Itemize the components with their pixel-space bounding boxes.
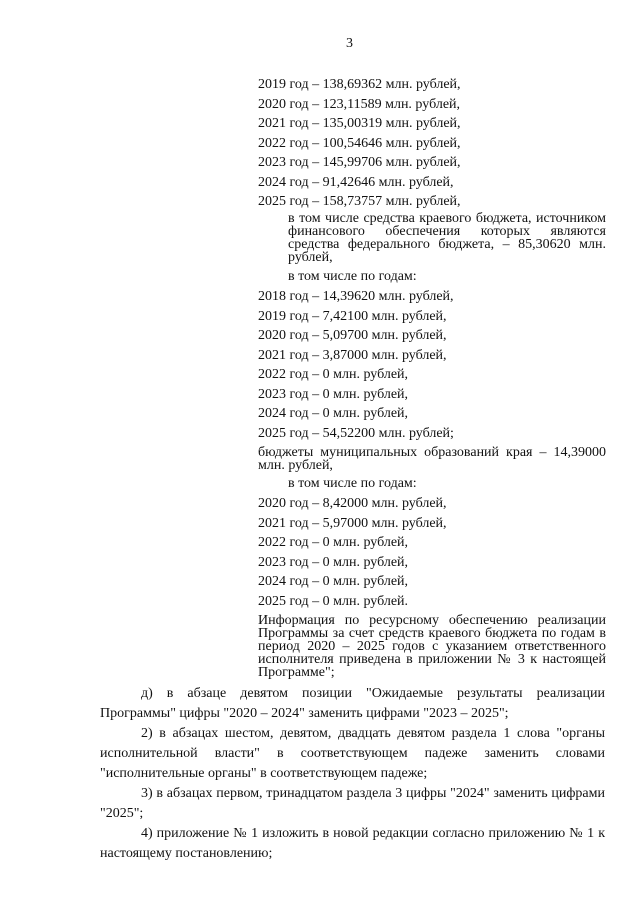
year-line: 2019 год – 138,69362 млн. рублей, (258, 77, 461, 92)
funding-list-regional (258, 287, 606, 443)
year-line: 2020 год – 123,11589 млн. рублей, (258, 96, 461, 112)
amendment-paragraph: 2) в абзацах шестом, девятом, двадцать девятом раздела 1 слова "органы исполнительной власти" в соответствующем падеже заменить словами "исполнительные органы" в соответствующем падеже; (100, 726, 605, 781)
year-line: 2023 год – 145,99706 млн. рублей, (258, 155, 461, 170)
year-line: 2025 год – 158,73757 млн. рублей, (258, 194, 461, 209)
amendment-paragraph: 4) приложение № 1 изложить в новой редакции согласно приложению № 1 к настоящему постановлению; (100, 826, 605, 861)
year-line: 2021 год – 5,97000 млн. рублей, (258, 515, 447, 531)
year-line: 2024 год – 0 млн. рублей, (258, 406, 409, 421)
year-line: 2022 год – 0 млн. рублей, (258, 535, 409, 550)
by-years-label: в том числе по годам: (288, 269, 417, 284)
year-line: 2025 год – 54,52200 млн. рублей; (258, 425, 454, 441)
amendment-paragraph: д) в абзаце девятом позиции "Ожидаемые результаты реализации Программы" цифры "2020 – 2024" заменить цифрами "2023 – 2025"; (100, 686, 605, 721)
year-line: 2024 год – 0 млн. рублей, (258, 574, 409, 589)
municipal-budget-note: бюджеты муниципальных образований края – 14,39000 млн. рублей, (258, 445, 606, 473)
year-line: 2019 год – 7,42100 млн. рублей, (258, 308, 447, 324)
federal-budget-note: в том числе средства краевого бюджета, источником финансового обеспечения которых являются средства федерального бюджета, – 85,30620 млн. рублей, (288, 211, 606, 265)
year-line: 2021 год – 135,00319 млн. рублей, (258, 116, 461, 131)
year-line: 2023 год – 0 млн. рублей, (258, 386, 409, 402)
funding-list-municipal (258, 494, 606, 611)
by-years-label: в том числе по годам: (288, 476, 417, 491)
funding-list-total (258, 75, 606, 212)
amendments-list (100, 684, 605, 864)
year-line: 2022 год – 0 млн. рублей, (258, 367, 409, 382)
year-line: 2020 год – 5,09700 млн. рублей, (258, 328, 447, 343)
amendment-paragraph: 3) в абзацах первом, тринадцатом раздела 3 цифры "2024" заменить цифрами "2025"; (100, 786, 605, 821)
year-line: 2022 год – 100,54646 млн. рублей, (258, 135, 461, 151)
page-number: 3 (346, 36, 353, 51)
year-line: 2024 год – 91,42646 млн. рублей, (258, 174, 454, 190)
year-line: 2018 год – 14,39620 млн. рублей, (258, 289, 454, 304)
resource-info-note: Информация по ресурсному обеспечению реализации Программы за счет средств краевого бюджета по годам в период 2020 – 2025 годов с указанием ответственного исполнителя приведена в приложении № 3 к настоящей Программе"; (258, 613, 606, 680)
year-line: 2020 год – 8,42000 млн. рублей, (258, 496, 447, 511)
year-line: 2025 год – 0 млн. рублей. (258, 593, 409, 609)
year-line: 2023 год – 0 млн. рублей, (258, 554, 409, 570)
year-line: 2021 год – 3,87000 млн. рублей, (258, 347, 447, 363)
